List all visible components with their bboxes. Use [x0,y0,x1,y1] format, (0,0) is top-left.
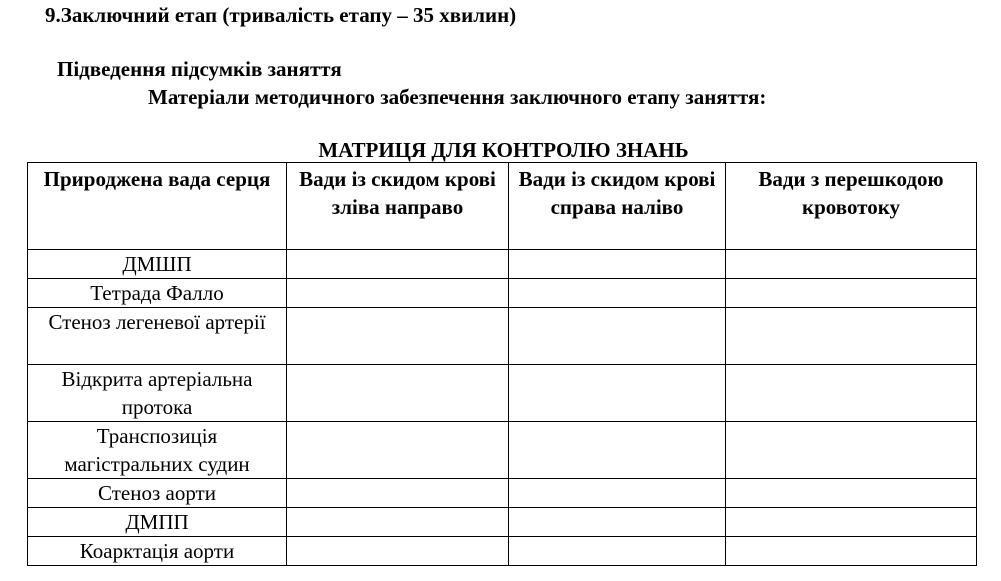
empty-cell [287,365,509,422]
table-row [28,308,977,365]
row-label: Тетрада Фалло [28,279,287,308]
empty-cell [287,422,509,479]
knowledge-control-matrix [27,162,977,566]
empty-cell [509,308,726,365]
table-header-row [28,163,977,250]
empty-cell [726,508,977,537]
header-right-to-left-shunt: Вади із скидом крові справа наліво [509,163,726,250]
empty-cell [726,365,977,422]
row-label: Відкрита артеріальна протока [28,365,287,422]
empty-cell [726,308,977,365]
table-row [28,479,977,508]
empty-cell [726,479,977,508]
empty-cell [287,479,509,508]
empty-cell [509,537,726,566]
header-congenital-defect: Природжена вада серця [28,163,287,250]
header-flow-obstruction: Вади з перешкодою кровотоку [726,163,977,250]
table-row [28,279,977,308]
table-row [28,365,977,422]
materials-subheading: Матеріали методичного забезпечення заключного етапу заняття: [148,85,767,109]
empty-cell [509,479,726,508]
table-row [28,422,977,479]
table-title: МАТРИЦЯ ДЛЯ КОНТРОЛЮ ЗНАНЬ [318,138,689,162]
empty-cell [509,279,726,308]
empty-cell [509,422,726,479]
empty-cell [287,308,509,365]
row-label: Стеноз аорти [28,479,287,508]
empty-cell [726,537,977,566]
row-label: Стеноз легеневої артерії [28,308,287,365]
empty-cell [287,508,509,537]
section-heading: 9.Заключний етап (тривалість етапу – 35 хвилин) [45,3,517,27]
table-row [28,250,977,279]
summary-subheading: Підведення підсумків заняття [57,57,342,81]
empty-cell [287,279,509,308]
row-label: Транспозиція магістральних судин [28,422,287,479]
empty-cell [287,537,509,566]
empty-cell [287,250,509,279]
empty-cell [509,508,726,537]
row-label: ДМШП [28,250,287,279]
table-row [28,537,977,566]
header-left-to-right-shunt: Вади із скидом крові зліва направо [287,163,509,250]
empty-cell [726,422,977,479]
row-label: ДМПП [28,508,287,537]
empty-cell [509,365,726,422]
row-label: Коарктація аорти [28,537,287,566]
empty-cell [726,279,977,308]
empty-cell [726,250,977,279]
table-row [28,508,977,537]
empty-cell [509,250,726,279]
